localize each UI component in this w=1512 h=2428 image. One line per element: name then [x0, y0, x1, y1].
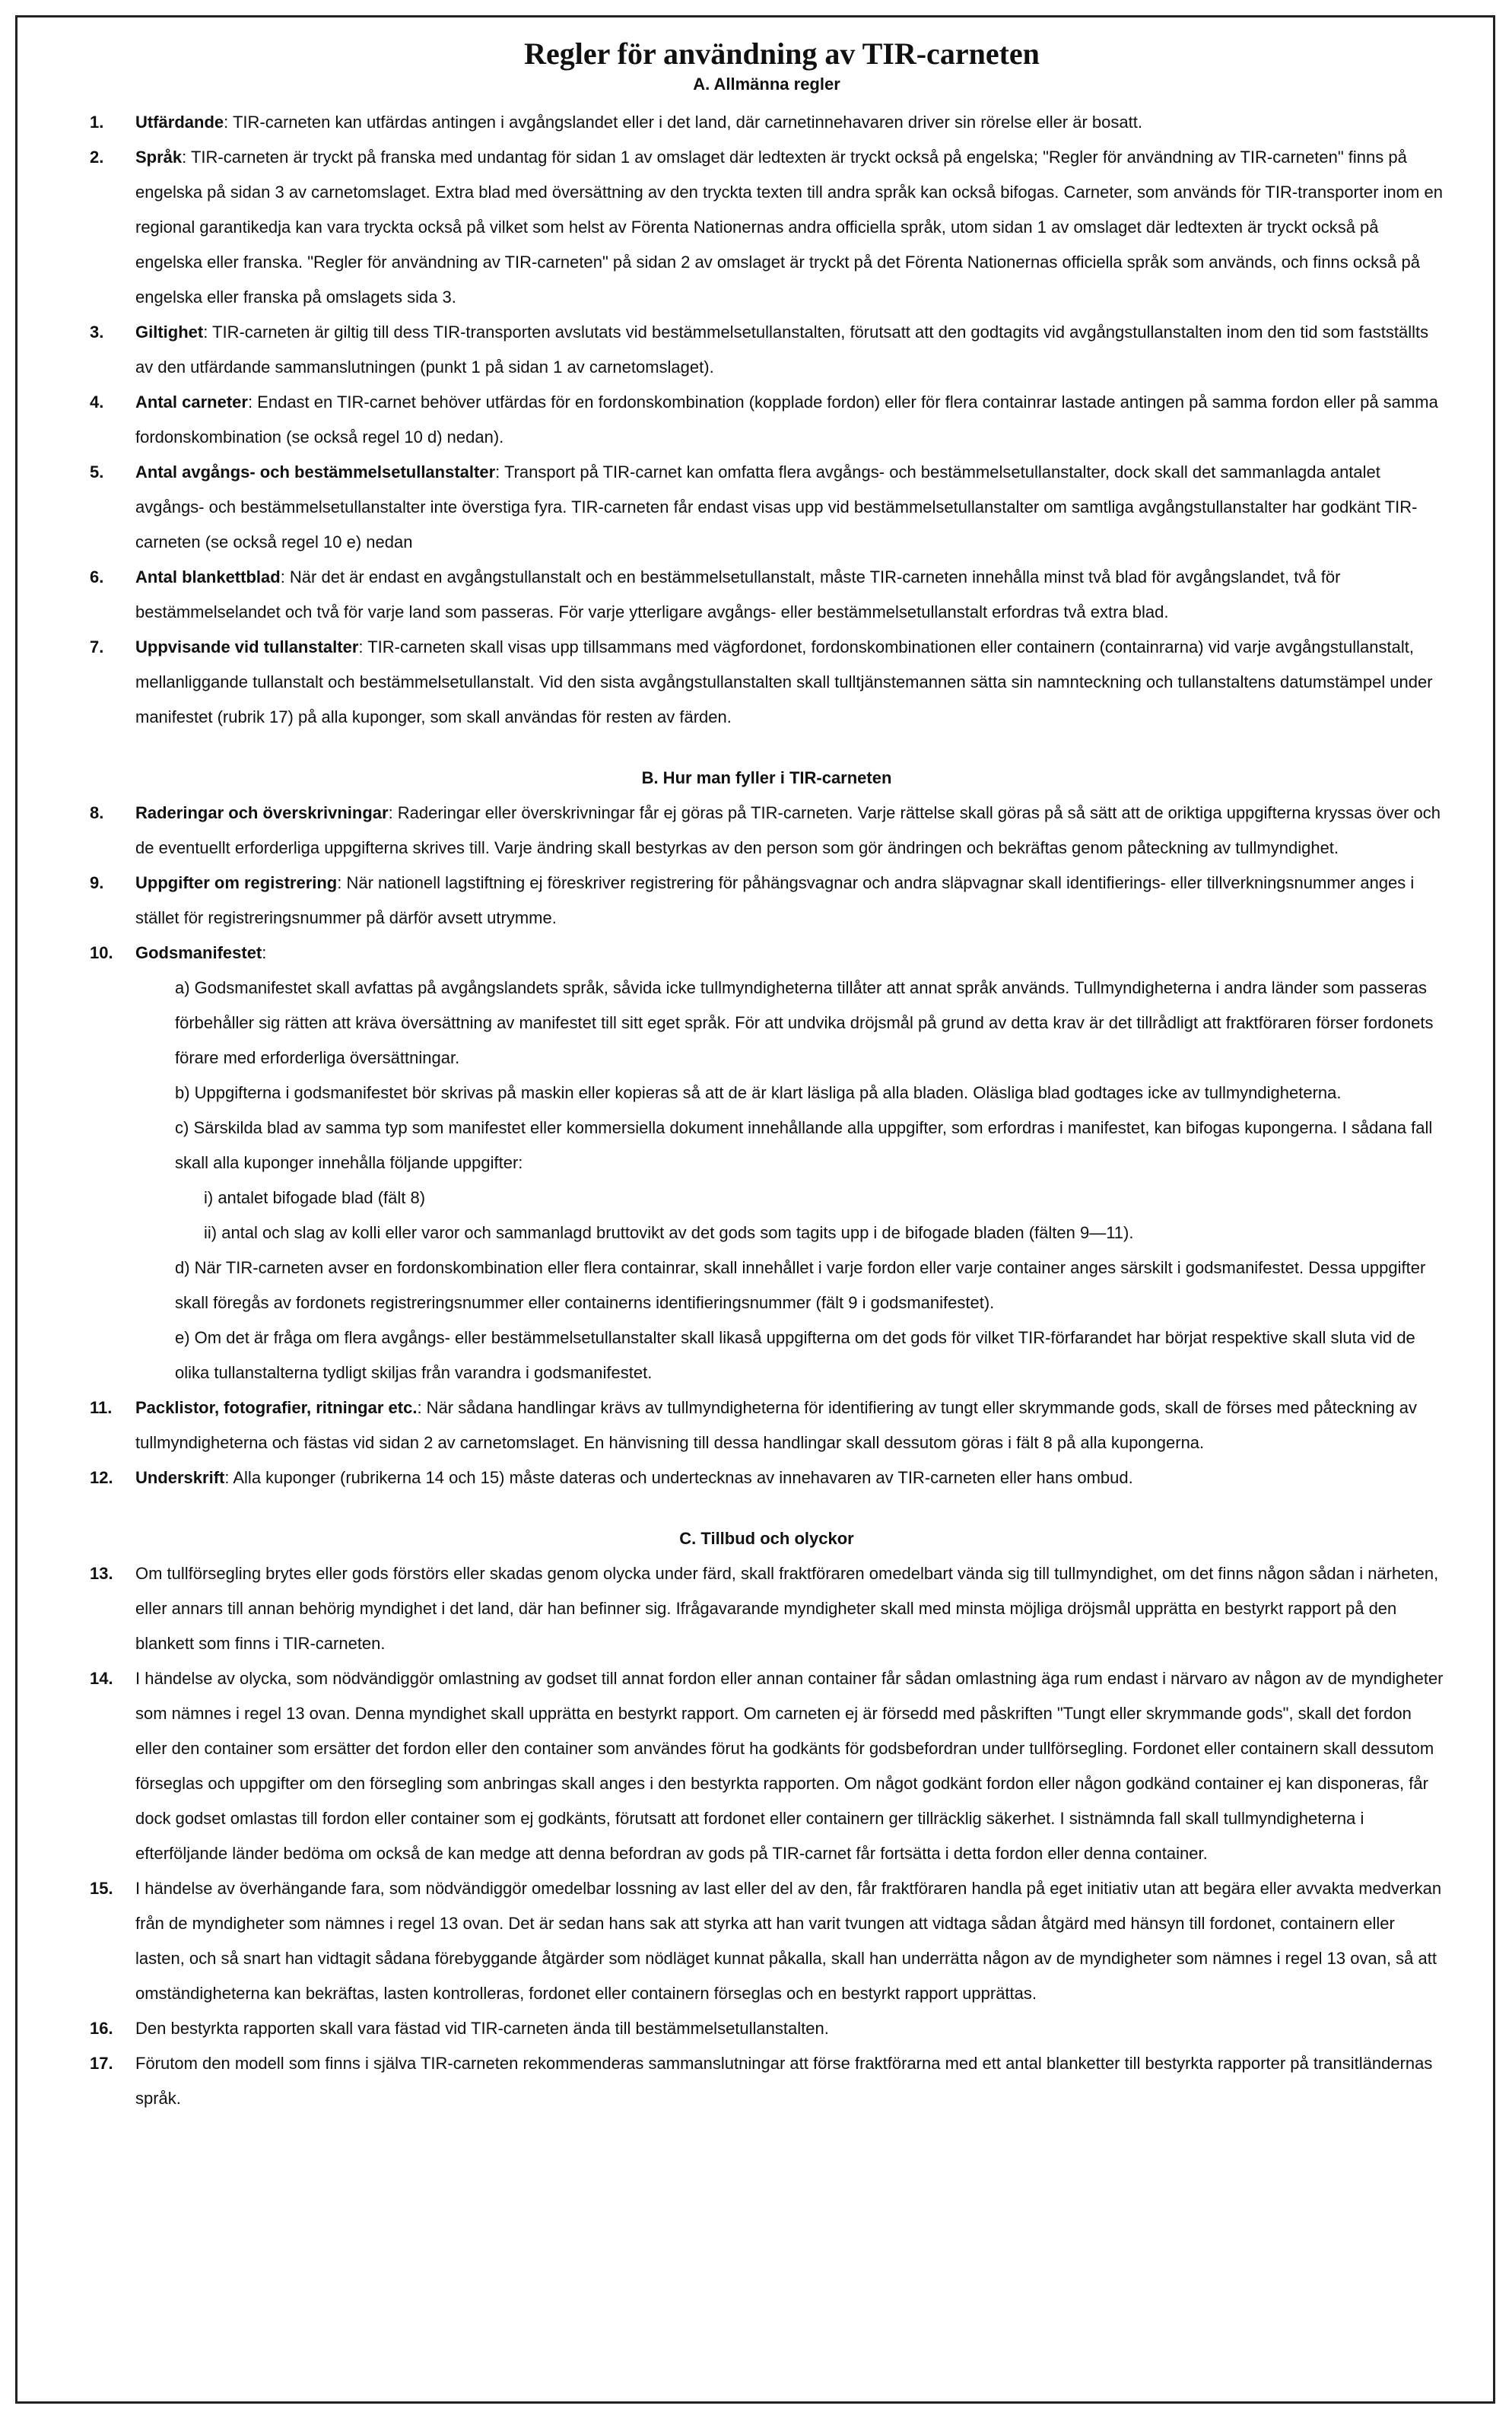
rule-10-d: d) När TIR-carneten avser en fordonskombination eller flera containrar, skall innehållet i varje fordon eller varje container anges särskilt i godsmanifestet. Dessa uppgifter skall föregås av fordonets registreringsnummer eller containerns identifieringsnummer (fält 9 i godsmanifestet). [175, 1258, 1426, 1312]
rule-number: 5. [90, 462, 104, 481]
rule-text: : Alla kuponger (rubrikerna 14 och 15) måste dateras och undertecknas av innehavaren av TIR-carneten eller hans ombud. [224, 1468, 1133, 1487]
rule-number: 9. [90, 873, 104, 892]
rule-text: : Transport på TIR-carnet kan omfatta flera avgångs- och bestämmelsetullanstalter, dock skall det sammanlagda antalet avgångs- och bestämmelsetullanstalter inte överstiga fyra. TIR-carneten får endast visas upp vid bestämmelsetullanstalter om samtliga avgångstullanstalter har godkänt TIR-carneten (se också regel 10 e) nedan [135, 462, 1418, 551]
rule-text: : När sådana handlingar krävs av tullmyndigheterna för identifiering av tungt eller skrymmande gods, skall de förses med påteckning av tullmyndigheterna och fästas vid sidan 2 av carnetomslaget. En hänvisning till dessa handlingar skall dessutom göras i fält 8 på alla kupongerna. [135, 1398, 1418, 1452]
rule-lead: Underskrift [135, 1468, 225, 1487]
rule-6 [90, 560, 1444, 630]
rule-15 [90, 1871, 1444, 2011]
rule-number: 3. [90, 323, 104, 342]
rule-lead: Godsmanifestet [135, 943, 262, 962]
rule-5 [90, 455, 1444, 560]
rule-lead: Antal blankettblad [135, 567, 281, 586]
section-c-rules [90, 1556, 1444, 2116]
rule-text: Den bestyrkta rapporten skall vara fästad vid TIR-carneten ända till bestämmelsetullanstalten. [135, 2019, 829, 2038]
rule-number: 1. [90, 113, 104, 132]
rule-lead: Raderingar och överskrivningar [135, 803, 389, 822]
rule-lead: Packlistor, fotografier, ritningar etc. [135, 1398, 418, 1417]
section-heading-b: B. Hur man fyller i TIR-carneten [641, 768, 892, 787]
rule-4 [90, 385, 1444, 455]
rule-number: 2. [90, 148, 104, 167]
rule-10-c-i: i) antalet bifogade blad (fält 8) [204, 1188, 426, 1207]
rule-lead: Antal carneter [135, 392, 248, 412]
rule-text: I händelse av olycka, som nödvändiggör omlastning av godset till annat fordon eller annan container får sådan omlastning äga rum endast i närvaro av någon av de myndigheter som nämnes i regel 13 ovan. Denna myndighet skall upprätta en bestyrkt rapport. Om carneten ej är försedd med påskriften "Tungt eller skrymmande gods", skall det fordon eller den container som ersätter det fordon eller den container som användes förut ha godkänts för godsbefordran under tullförsegling. Fordonet eller containern skall dessutom förseglas och uppgifter om den försegling som anbringas skall anges i den bestyrkta rapporten. Om något godkänt fordon eller någon godkänd container ej kan disponeras, får dock godset omlastas till fordon eller container som ej godkänts, förutsatt att fordonet eller containern ger tillräcklig säkerhet. I sistnämnda fall skall tullmyndigheterna i efterföljande länder bedöma om också de kan medge att denna befordran av gods på TIR-carnet får fortsätta i detta fordon eller denna container. [135, 1669, 1444, 1863]
rule-number: 17. [90, 2054, 113, 2073]
rule-number: 11. [90, 1398, 113, 1417]
rule-text: : [262, 943, 267, 962]
rule-number: 13. [90, 1564, 113, 1583]
rule-lead: Språk [135, 148, 183, 167]
rule-text: : Raderingar eller överskrivningar får ej göras på TIR-carneten. Varje rättelse skall göras på så sätt att de oriktiga uppgifterna kryssas över och de eventuellt erforderliga uppgifterna skrives till. Varje ändring skall bestyrkas av den person som gör ändringen och bekräftas genom påteckning av tullmyndighet. [135, 803, 1441, 857]
rule-10 [90, 936, 1444, 1390]
rule-17 [90, 2046, 1444, 2116]
rule-text: : När det är endast en avgångstullanstalt och en bestämmelsetullanstalt, måste TIR-carneten innehålla minst två blad för avgångslandet, två för bestämmelselandet och två för varje land som passeras. För varje ytterligare avgångs- eller bestämmelsetullanstalt erfordras två extra blad. [135, 567, 1341, 621]
rule-lead: Uppvisande vid tullanstalter [135, 637, 359, 656]
rule-14 [90, 1661, 1444, 1871]
rule-text: : TIR-carneten kan utfärdas antingen i avgångslandet eller i det land, där carnetinnehavaren driver sin rörelse eller är bosatt. [224, 113, 1142, 132]
rule-number: 16. [90, 2019, 113, 2038]
rule-text: Om tullförsegling brytes eller gods förstörs eller skadas genom olycka under färd, skall fraktföraren omedelbart vända sig till tullmyndighet, om det finns någon sådan i närheten, eller annars till annan behörig myndighet i det land, där han befinner sig. Ifrågavarande myndigheter skall med minsta möjliga dröjsmål upprätta en bestyrkt rapport på den blankett som finns i TIR-carneten. [135, 1564, 1439, 1653]
rule-number: 15. [90, 1879, 113, 1898]
rule-12 [90, 1460, 1444, 1495]
rule-11 [90, 1390, 1444, 1460]
rule-number: 4. [90, 392, 104, 412]
document-body [90, 37, 1444, 2116]
rule-lead: Uppgifter om registrering [135, 873, 338, 892]
rule-9 [90, 866, 1444, 936]
section-heading-c: C. Tillbud och olyckor [679, 1529, 854, 1548]
rule-1 [90, 105, 1444, 140]
section-b-rules [90, 796, 1444, 1495]
rule-10-a: a) Godsmanifestet skall avfattas på avgångslandets språk, såvida icke tullmyndigheterna tillåter att annat språk används. Tullmyndigheterna i andra länder som passeras förbehåller sig rätten att kräva översättning av manifestet till sitt eget språk. För att undvika dröjsmål på grund av detta krav är det tillrådligt att fraktföraren förser fordonets förare med erforderliga översättningar. [175, 978, 1434, 1067]
rule-text: I händelse av överhängande fara, som nödvändiggör omedelbar lossning av last eller del av den, får fraktföraren handla på eget initiativ utan att begära eller avvakta medverkan från de myndigheter som nämnes i regel 13 ovan. Det är sedan hans sak att styrka att han varit tvungen att vidtaga sådan åtgärd med hänsyn till fordonet, containern eller lasten, och så snart han vidtagit sådana förebyggande åtgärder som nödläget kunnat påkalla, skall han underrätta någon av de myndigheter som nämnes i regel 13 ovan, så att omständigheterna kan bekräftas, lasten kontrolleras, fordonet eller containern förseglas och en bestyrkt rapport upprättas. [135, 1879, 1442, 2003]
rule-number: 12. [90, 1468, 113, 1487]
rule-lead: Antal avgångs- och bestämmelsetullanstalter [135, 462, 496, 481]
rule-text: : Endast en TIR-carnet behöver utfärdas för en fordonskombination (kopplade fordon) eller för flera containrar lastade antingen på samma fordon eller på samma fordonskombination (se också regel 10 d) nedan). [135, 392, 1438, 447]
rule-8 [90, 796, 1444, 866]
rule-10-e: e) Om det är fråga om flera avgångs- eller bestämmelsetullanstalter skall likaså uppgifterna om det gods för vilket TIR-förfarandet har börjat respektive skall sluta vid de olika tullanstalterna tydligt skiljas från varandra i godsmanifestet. [175, 1328, 1415, 1382]
rule-13 [90, 1556, 1444, 1661]
rule-text: : TIR-carneten skall visas upp tillsammans med vägfordonet, fordonskombinationen eller containern (containrarna) vid varje avgångstullanstalt, mellanliggande tullanstalt och bestämmelsetullanstalt. Vid den sista avgångstullanstalten skall tulltjänstemannen sätta sin namnteckning och tullanstaltens datumstämpel under manifestet (rubrik 17) på alla kuponger, som skall användas för resten av färden. [135, 637, 1433, 726]
rule-text: Förutom den modell som finns i själva TIR-carneten rekommenderas sammanslutningar att förse fraktförarna med ett antal blanketter till bestyrkta rapporter på transitländernas språk. [135, 2054, 1433, 2108]
rule-text: : TIR-carneten är giltig till dess TIR-transporten avslutats vid bestämmelsetullanstalten, förutsatt att den godtagits vid avgångstullanstalten inom den tid som fastställts av den utfärdande sammanslutningen (punkt 1 på sidan 1 av carnetomslaget). [135, 323, 1429, 377]
rule-lead: Giltighet [135, 323, 204, 342]
rule-number: 10. [90, 943, 113, 962]
rule-text: : TIR-carneten är tryckt på franska med undantag för sidan 1 av omslaget där ledtexten är tryckt också på engelska; "Regler för användning av TIR-carneten" finns på engelska på sidan 3 av carnetomslaget. Extra blad med översättning av den tryckta texten till andra språk kan också bifogas. Carneter, som används för TIR-transporter inom en regional garantikedja kan vara tryckta också på vilket som helst av Förenta Nationernas andra officiella språk, utom sidan 1 av omslaget där ledtexten är tryckt också på engelska eller franska. "Regler för användning av TIR-carneten" på sidan 2 av omslaget är tryckt på det Förenta Nationernas officiella språk som används, och finns också på engelska eller franska på omslagets sida 3. [135, 148, 1443, 307]
rule-number: 7. [90, 637, 104, 656]
rule-7 [90, 630, 1444, 735]
rule-text: : När nationell lagstiftning ej föreskriver registrering för påhängsvagnar och andra släpvagnar skall identifierings- eller tillverkningsnummer anges i stället för registreringsnummer på därför avsett utrymme. [135, 873, 1415, 927]
rule-lead: Utfärdande [135, 113, 224, 132]
section-heading-a: A. Allmänna regler [693, 75, 840, 94]
rule-number: 8. [90, 803, 104, 822]
rule-10-b: b) Uppgifterna i godsmanifestet bör skrivas på maskin eller kopieras så att de är klart läsliga på alla bladen. Oläsliga blad godtages icke av tullmyndigheterna. [175, 1083, 1342, 1102]
rule-number: 14. [90, 1669, 113, 1688]
rule-10-c: c) Särskilda blad av samma typ som manifestet eller kommersiella dokument innehållande alla uppgifter, som erfordras i manifestet, kan bifogas kupongerna. I sådana fall skall alla kuponger innehålla följande uppgifter: [175, 1118, 1433, 1172]
rule-3 [90, 315, 1444, 385]
document-title: Regler för användning av TIR-carneten [524, 37, 1040, 71]
rule-number: 6. [90, 567, 104, 586]
rule-16 [90, 2011, 1444, 2046]
rule-10-c-ii: ii) antal och slag av kolli eller varor och sammanlagd bruttovikt av det gods som tagits upp i de bifogade bladen (fälten 9—11). [204, 1223, 1134, 1242]
section-a-rules [90, 105, 1444, 735]
rule-2 [90, 140, 1444, 315]
